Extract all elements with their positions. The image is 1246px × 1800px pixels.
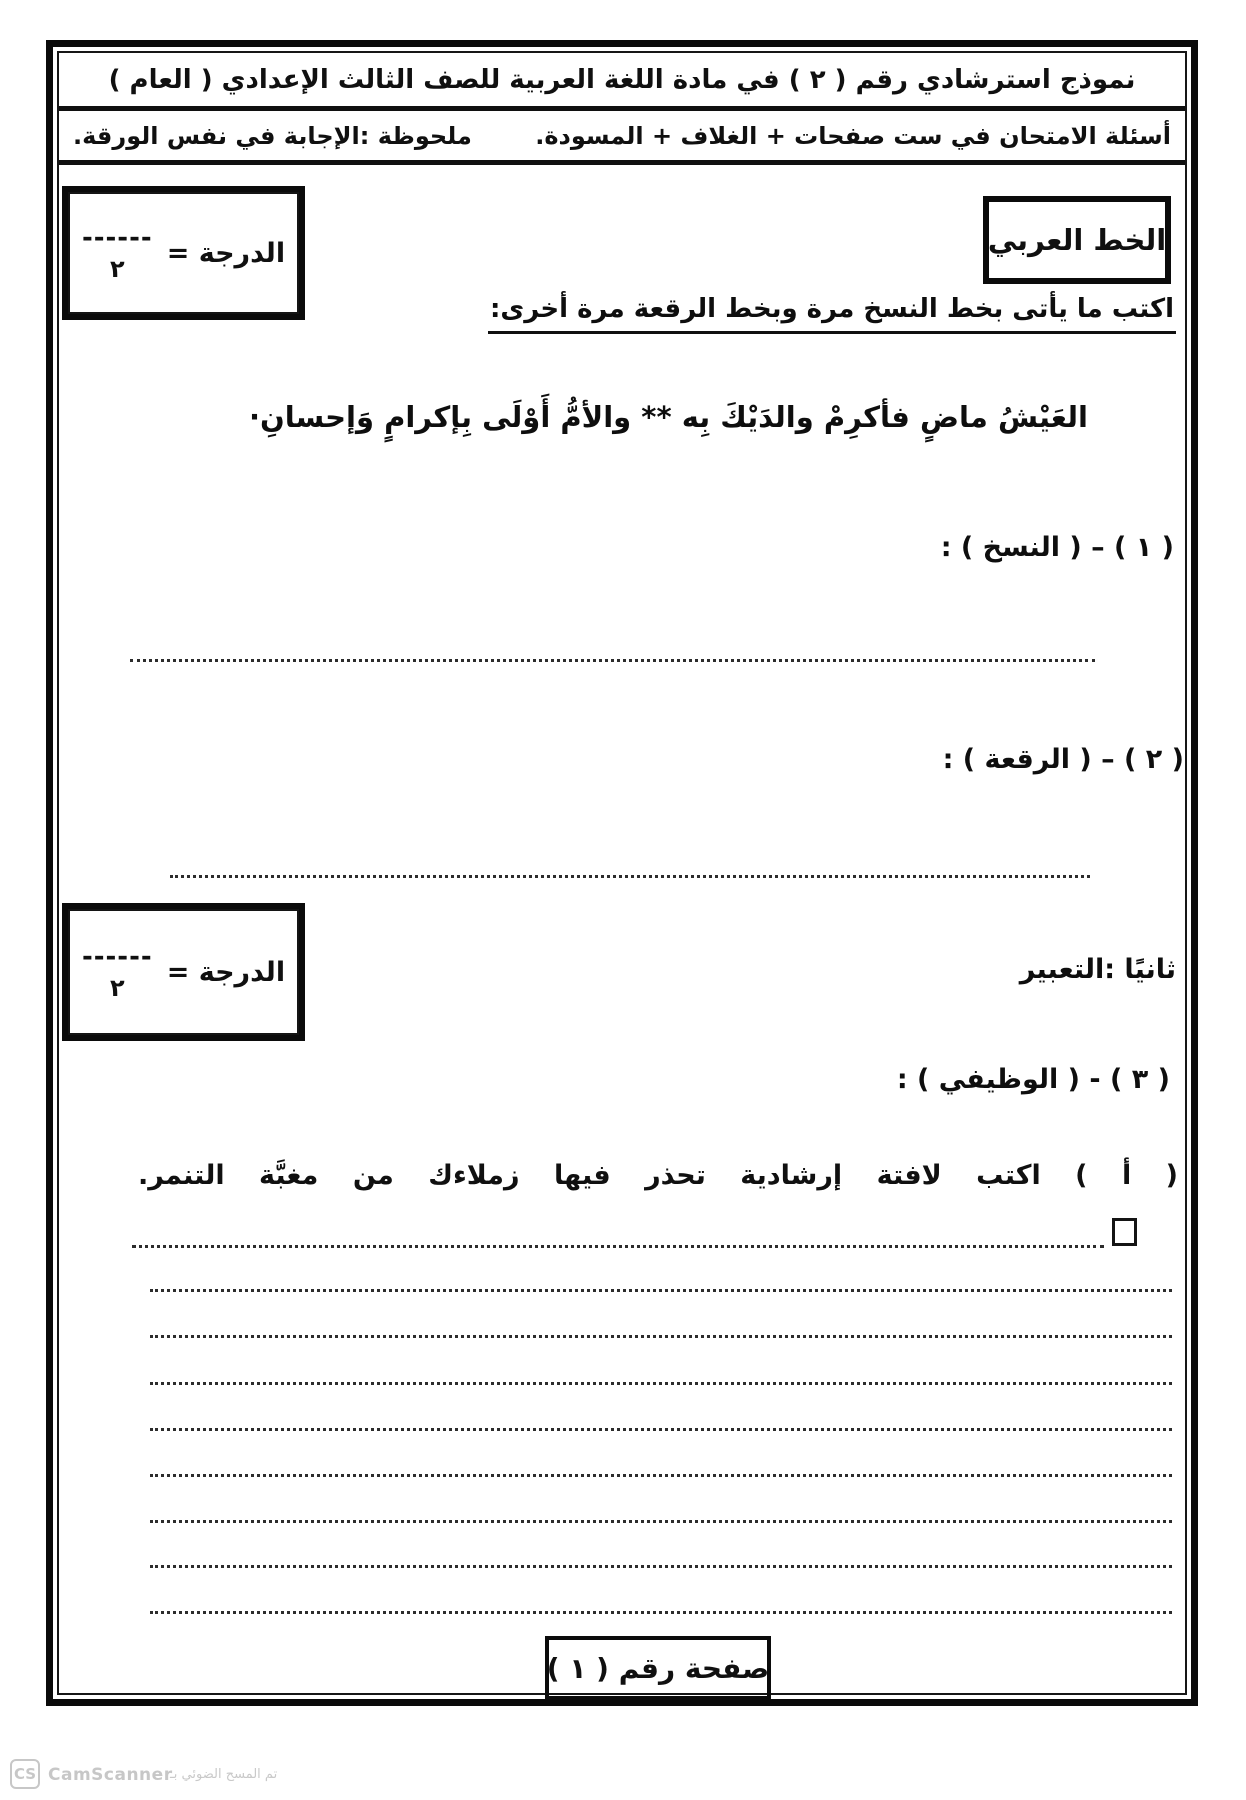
score-box-calligraphy (62, 186, 305, 320)
answer-line (150, 1282, 1172, 1292)
score-label: الدرجة = (166, 237, 286, 269)
answer-line-naskh (130, 652, 1095, 662)
answer-line-ruqaa (170, 868, 1090, 878)
camscanner-logo-icon (10, 1759, 40, 1789)
score-box-expression-inner (68, 909, 299, 1035)
item-2-ruqaa-label: ( ٢ ) – ( الرقعة ) : (942, 744, 1184, 775)
exam-title: نموذج استرشادي رقم ( ٢ ) في مادة اللغة العربية للصف الثالث الإعدادي ( العام ) (108, 64, 1136, 95)
score-box-calligraphy-inner (68, 192, 299, 314)
answer-line (150, 1558, 1172, 1568)
calligraphy-instruction: اكتب ما يأتى بخط النسخ مرة وبخط الرقعة مرة أخرى: (488, 294, 1176, 334)
note-answer-location: ملحوظة :الإجابة في نفس الورقة. (73, 121, 472, 150)
note-exam-pages: أسئلة الامتحان في ست صفحات + الغلاف + المسودة. (535, 121, 1171, 150)
score-label: الدرجة = (166, 956, 286, 988)
answer-line (132, 1238, 1104, 1248)
answer-line (150, 1375, 1172, 1385)
answer-line (150, 1604, 1172, 1614)
exam-title-row (59, 53, 1185, 111)
calligraphy-section-box (983, 196, 1171, 284)
answer-line (150, 1328, 1172, 1338)
score-blank-dashes: ------ (81, 942, 153, 972)
item-1-naskh-label: ( ١ ) – ( النسخ ) : (940, 532, 1174, 563)
calligraphy-section-title: الخط العربي (987, 223, 1167, 257)
camscanner-scanned-with-text: تم المسح الضوئي بـ (170, 1767, 278, 1782)
expression-section-title: ثانيًا :التعبير (1019, 954, 1176, 985)
calligraphy-verse: العَيْشُ ماضٍ فأكرِمْ والدَيْكَ بِه ** والأمُّ أَوْلَى بِإكرامٍ وَإحسانِ· (248, 400, 1088, 434)
answer-start-square (1112, 1218, 1137, 1246)
answer-line (150, 1421, 1172, 1431)
score-fraction (82, 225, 153, 281)
page-number-box (545, 1636, 771, 1700)
score-box-expression (62, 903, 305, 1041)
score-max-value: ٢ (109, 974, 125, 1002)
score-fraction (82, 944, 153, 1000)
answer-line (150, 1467, 1172, 1477)
item-3-functional-label: ( ٣ ) - ( الوظيفي ) : (896, 1064, 1170, 1095)
task-a-prompt: ( أ ) اكتب لافتة إرشادية تحذر فيها زملاءك من مغبَّة التنمر. (138, 1160, 1178, 1191)
score-blank-dashes: ------ (81, 223, 153, 253)
page-number-label: صفحة رقم ( ١ ) (546, 1651, 770, 1685)
exam-note-row (59, 111, 1185, 165)
camscanner-logo-text: CS (13, 1765, 37, 1783)
answer-line (150, 1513, 1172, 1523)
score-max-value: ٢ (109, 255, 125, 283)
camscanner-brand: CamScanner (48, 1765, 173, 1785)
